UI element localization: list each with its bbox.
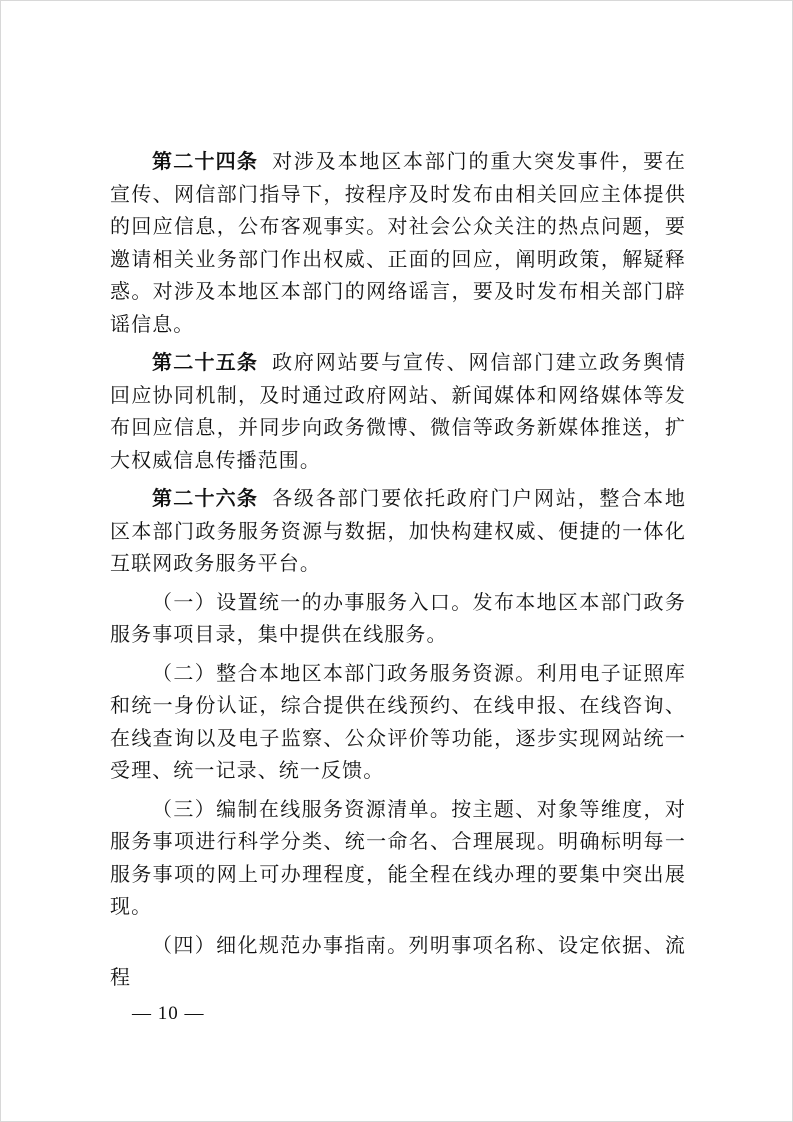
list-item: （二）整合本地区本部门政务服务资源。利用电子证照库和统一身份认证，综合提供在线预约、在线申报、在线咨询、在线查询以及电子监察、公众评价等功能，逐步实现网站统一受理、统一记录、统一反馈。 [110,660,686,782]
article-number: 第二十五条 [152,350,259,374]
page-number: — 10 — [132,1003,205,1024]
list-item: （三）编制在线服务资源清单。按主题、对象等维度，对服务事项进行科学分类、统一命名、合理展现。明确标明每一服务事项的网上可办理程度，能全程在线办理的要集中突出展现。 [110,796,686,918]
article-26 [110,482,686,580]
list-item: （四）细化规范办事指南。列明事项名称、设定依据、流程 [110,932,686,989]
article-text: 各级各部门要依托政府门户网站，整合本地区本部门政务服务资源与数据，加快构建权威、便捷的一体化互联网政务服务平台。 [110,486,686,575]
article-25 [110,346,686,476]
article-24 [110,145,686,340]
article-number: 第二十四条 [152,149,259,173]
document-body [110,145,686,1000]
article-text: 政府网站要与宣传、网信部门建立政务舆情回应协同机制，及时通过政府网站、新闻媒体和网络媒体等发布回应信息，并同步向政务微博、微信等政务新媒体推送，扩大权威信息传播范围。 [110,350,686,472]
list-item: （一）设置统一的办事服务入口。发布本地区本部门政务服务事项目录，集中提供在线服务。 [110,589,686,646]
article-text: 对涉及本地区本部门的重大突发事件，要在宣传、网信部门指导下，按程序及时发布由相关回应主体提供的回应信息，公布客观事实。对社会公众关注的热点问题，要邀请相关业务部门作出权威、正面的回应，阐明政策，解疑释惑。对涉及本地区本部门的网络谣言，要及时发布相关部门辟谣信息。 [110,149,686,336]
article-number: 第二十六条 [152,486,259,510]
